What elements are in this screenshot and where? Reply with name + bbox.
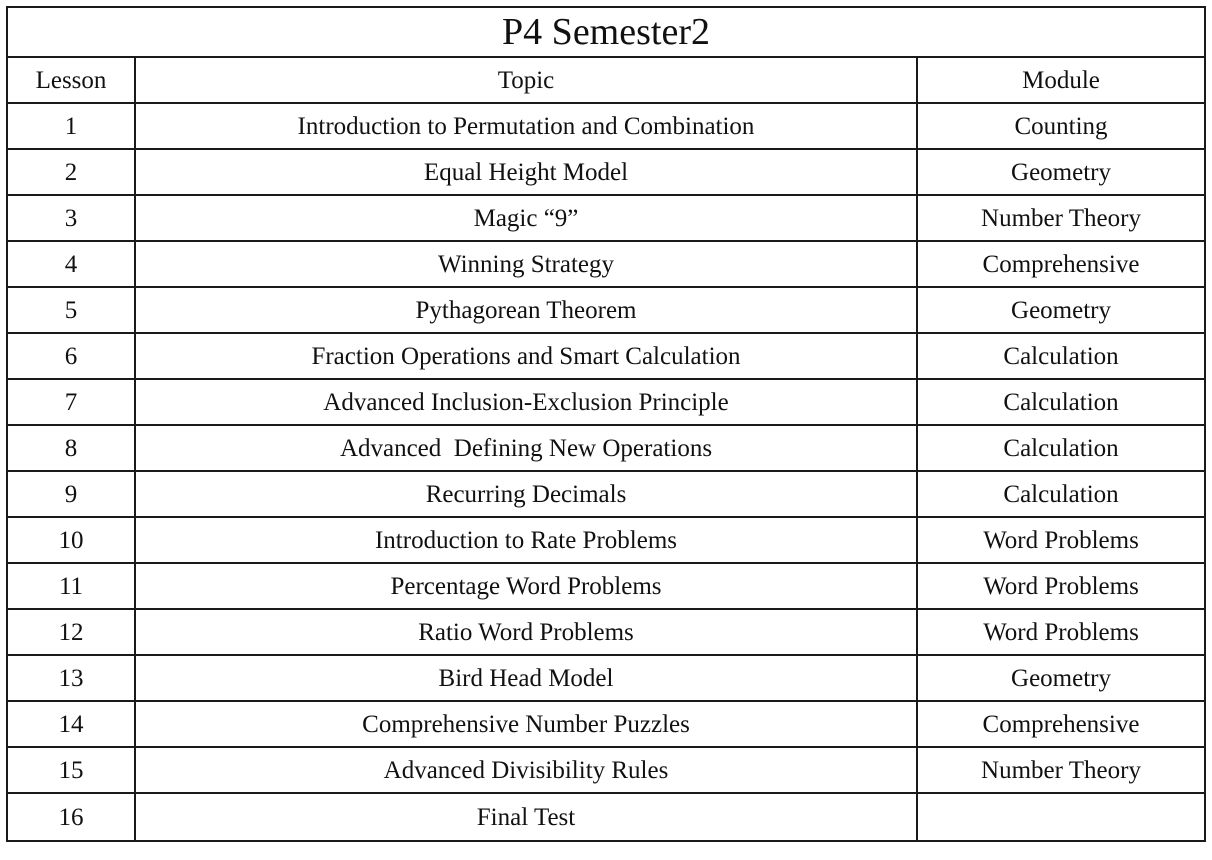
topic-cell: Comprehensive Number Puzzles [135, 701, 917, 747]
topic-cell: Equal Height Model [135, 149, 917, 195]
topic-cell: Percentage Word Problems [135, 563, 917, 609]
module-cell [917, 793, 1205, 841]
column-header-lesson: Lesson [7, 57, 135, 103]
module-cell: Number Theory [917, 195, 1205, 241]
lesson-cell: 10 [7, 517, 135, 563]
table-row [7, 149, 1205, 195]
lesson-cell: 5 [7, 287, 135, 333]
lesson-cell: 15 [7, 747, 135, 793]
table-row [7, 793, 1205, 841]
module-cell: Calculation [917, 379, 1205, 425]
table-row [7, 425, 1205, 471]
lesson-cell: 1 [7, 103, 135, 149]
table-row [7, 701, 1205, 747]
module-cell: Comprehensive [917, 701, 1205, 747]
table-row [7, 655, 1205, 701]
topic-cell: Advanced Inclusion-Exclusion Principle [135, 379, 917, 425]
module-cell: Calculation [917, 471, 1205, 517]
schedule-sheet [6, 6, 1204, 842]
table-row [7, 195, 1205, 241]
topic-cell: Winning Strategy [135, 241, 917, 287]
topic-cell: Magic “9” [135, 195, 917, 241]
module-cell: Geometry [917, 149, 1205, 195]
table-row [7, 103, 1205, 149]
table-row [7, 287, 1205, 333]
topic-cell: Advanced Divisibility Rules [135, 747, 917, 793]
topic-cell: Fraction Operations and Smart Calculation [135, 333, 917, 379]
lesson-cell: 4 [7, 241, 135, 287]
module-cell: Number Theory [917, 747, 1205, 793]
lesson-cell: 14 [7, 701, 135, 747]
title-row [7, 7, 1205, 57]
table-row [7, 379, 1205, 425]
table-row [7, 563, 1205, 609]
topic-cell: Pythagorean Theorem [135, 287, 917, 333]
module-cell: Word Problems [917, 609, 1205, 655]
lesson-cell: 7 [7, 379, 135, 425]
lesson-cell: 6 [7, 333, 135, 379]
column-header-topic: Topic [135, 57, 917, 103]
module-cell: Calculation [917, 425, 1205, 471]
module-cell: Counting [917, 103, 1205, 149]
module-cell: Word Problems [917, 517, 1205, 563]
table-row [7, 747, 1205, 793]
topic-cell: Ratio Word Problems [135, 609, 917, 655]
schedule-table [6, 6, 1206, 842]
table-row [7, 333, 1205, 379]
table-row [7, 609, 1205, 655]
header-row [7, 57, 1205, 103]
lesson-cell: 12 [7, 609, 135, 655]
module-cell: Comprehensive [917, 241, 1205, 287]
module-cell: Geometry [917, 287, 1205, 333]
column-header-module: Module [917, 57, 1205, 103]
topic-cell: Bird Head Model [135, 655, 917, 701]
topic-cell: Introduction to Permutation and Combination [135, 103, 917, 149]
lesson-cell: 3 [7, 195, 135, 241]
lesson-cell: 8 [7, 425, 135, 471]
lesson-cell: 13 [7, 655, 135, 701]
lesson-cell: 9 [7, 471, 135, 517]
lesson-cell: 11 [7, 563, 135, 609]
topic-cell: Advanced Defining New Operations [135, 425, 917, 471]
lesson-cell: 2 [7, 149, 135, 195]
lesson-cell: 16 [7, 793, 135, 841]
table-row [7, 471, 1205, 517]
topic-cell: Recurring Decimals [135, 471, 917, 517]
module-cell: Word Problems [917, 563, 1205, 609]
table-row [7, 517, 1205, 563]
table-title: P4 Semester2 [7, 7, 1205, 57]
table-row [7, 241, 1205, 287]
module-cell: Geometry [917, 655, 1205, 701]
topic-cell: Introduction to Rate Problems [135, 517, 917, 563]
module-cell: Calculation [917, 333, 1205, 379]
topic-cell: Final Test [135, 793, 917, 841]
